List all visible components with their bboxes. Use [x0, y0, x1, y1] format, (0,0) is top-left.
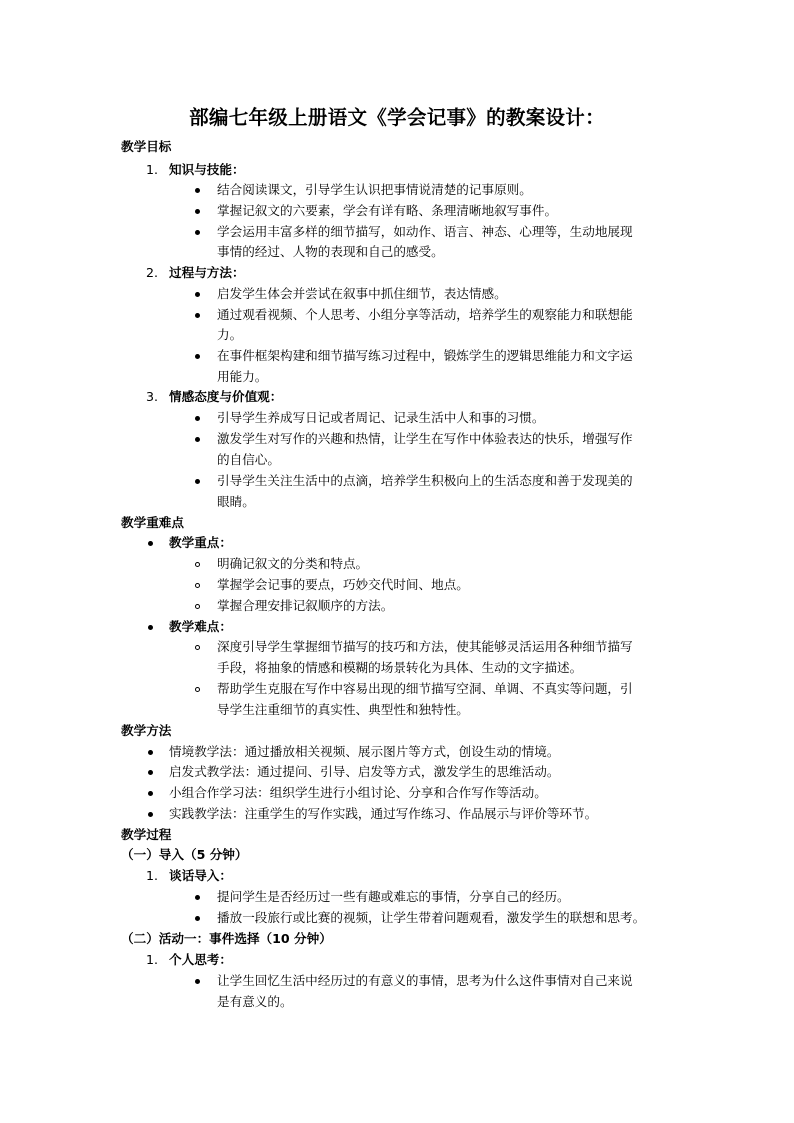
- bullet-text: 用能力。: [217, 369, 268, 384]
- bullet-text: 情境教学法：通过播放相关视频、展示图片等方式，创设生动的情境。: [169, 744, 560, 759]
- bullet-text: 在事件框架构建和细节描写练习过程中，锻炼学生的逻辑思维能力和文字运: [217, 348, 633, 363]
- list-number: 1.: [146, 162, 159, 177]
- bullet-text: 结合阅读课文，引导学生认识把事情说清楚的记事原则。: [217, 182, 532, 197]
- bullet-text: 学会运用丰富多样的细节描写，如动作、语言、神态、心理等，生动地展现: [217, 224, 633, 239]
- list-number: 1.: [146, 868, 159, 883]
- list-number: 3.: [146, 389, 159, 404]
- bullet-text: 力。: [217, 327, 243, 342]
- bullet-text: 引导学生关注生活中的点滴，培养学生积极向上的生活态度和善于发现美的: [217, 473, 633, 488]
- bullet-dot-icon: [195, 979, 200, 984]
- section-heading: 教学过程: [121, 827, 172, 842]
- bullet-text: 启发学生体会并尝试在叙事中抓住细节，表达情感。: [217, 286, 507, 301]
- bullet-text: 导学生注重细节的真实性、典型性和独特性。: [217, 702, 469, 717]
- bullet-text: 掌握学会记事的要点，巧妙交代时间、地点。: [217, 577, 469, 592]
- bullet-text: 实践教学法：注重学生的写作实践，通过写作练习、作品展示与评价等环节。: [169, 806, 598, 821]
- section-heading: 教学目标: [121, 139, 172, 154]
- bullet-text: 是有意义的。: [217, 994, 293, 1009]
- bullet-dot-icon: [195, 895, 200, 900]
- bullet-circle-icon: [195, 645, 200, 650]
- bullet-dot-icon: [195, 292, 200, 297]
- part-heading: （一）导入（5 分钟）: [121, 847, 248, 862]
- bullet-dot-icon: [195, 916, 200, 921]
- bullet-dot-icon: [195, 230, 200, 235]
- bullet-circle-icon: [195, 604, 200, 609]
- list-number: 1.: [146, 952, 159, 967]
- bullet-dot-icon: [148, 770, 153, 775]
- bullet-text: 引导学生养成写日记或者周记、记录生活中人和事的习惯。: [217, 410, 545, 425]
- bullet-dot-icon: [148, 791, 153, 796]
- item-label: 过程与方法：: [169, 265, 245, 280]
- section-heading: 教学重难点: [121, 515, 184, 530]
- bullet-circle-icon: [195, 562, 200, 567]
- bullet-text: 眼睛。: [217, 494, 255, 509]
- bullet-text: 明确记叙文的分类和特点。: [217, 556, 369, 571]
- item-label: 情感态度与价值观：: [169, 389, 283, 404]
- bullet-circle-icon: [195, 687, 200, 692]
- list-number: 2.: [146, 265, 159, 280]
- item-label: 知识与技能：: [169, 162, 245, 177]
- bullet-dot-icon: [195, 313, 200, 318]
- bullet-dot-icon: [195, 479, 200, 484]
- bullet-dot-icon: [195, 188, 200, 193]
- item-label: 教学重点：: [169, 535, 232, 550]
- bullet-text: 通过观看视频、个人思考、小组分享等活动，培养学生的观察能力和联想能: [217, 307, 633, 322]
- bullet-text: 掌握记叙文的六要素，学会有详有略、条理清晰地叙写事件。: [217, 203, 558, 218]
- item-label: 谈话导入：: [169, 868, 232, 883]
- bullet-dot-icon: [148, 812, 153, 817]
- bullet-text: 启发式教学法：通过提问、引导、启发等方式，激发学生的思维活动。: [169, 764, 560, 779]
- bullet-circle-icon: [195, 583, 200, 588]
- bullet-text: 让学生回忆生活中经历过的有意义的事情，思考为什么这件事情对自己来说: [217, 973, 633, 988]
- bullet-text: 小组合作学习法：组织学生进行小组讨论、分享和合作写作等活动。: [169, 785, 547, 800]
- bullet-dot-icon: [195, 416, 200, 421]
- bullet-dot-icon: [148, 750, 153, 755]
- bullet-text: 深度引导学生掌握细节描写的技巧和方法，使其能够灵活运用各种细节描写: [217, 639, 633, 654]
- bullet-dot-icon: [195, 209, 200, 214]
- bullet-text: 事情的经过、人物的表现和自己的感受。: [217, 244, 444, 259]
- bullet-text: 帮助学生克服在写作中容易出现的细节描写空洞、单调、不真实等问题，引: [217, 681, 633, 696]
- bullet-text: 激发学生对写作的兴趣和热情，让学生在写作中体验表达的快乐，增强写作: [217, 431, 633, 446]
- bullet-dot-icon: [148, 541, 153, 546]
- bullet-text: 手段，将抽象的情感和模糊的场景转化为具体、生动的文字描述。: [217, 660, 583, 675]
- section-heading: 教学方法: [121, 723, 172, 738]
- document-title: 部编七年级上册语文《学会记事》的教案设计：: [189, 106, 605, 129]
- bullet-text: 的自信心。: [217, 452, 280, 467]
- bullet-text: 掌握合理安排记叙顺序的方法。: [217, 598, 394, 613]
- item-label: 教学难点：: [169, 619, 232, 634]
- bullet-dot-icon: [148, 625, 153, 630]
- item-label: 个人思考：: [169, 952, 232, 967]
- bullet-text: 播放一段旅行或比赛的视频，让学生带着问题观看，激发学生的联想和思考。: [217, 910, 646, 925]
- bullet-dot-icon: [195, 354, 200, 359]
- part-heading: （二）活动一：事件选择（10 分钟）: [121, 931, 332, 946]
- bullet-dot-icon: [195, 437, 200, 442]
- bullet-text: 提问学生是否经历过一些有趣或难忘的事情，分享自己的经历。: [217, 889, 570, 904]
